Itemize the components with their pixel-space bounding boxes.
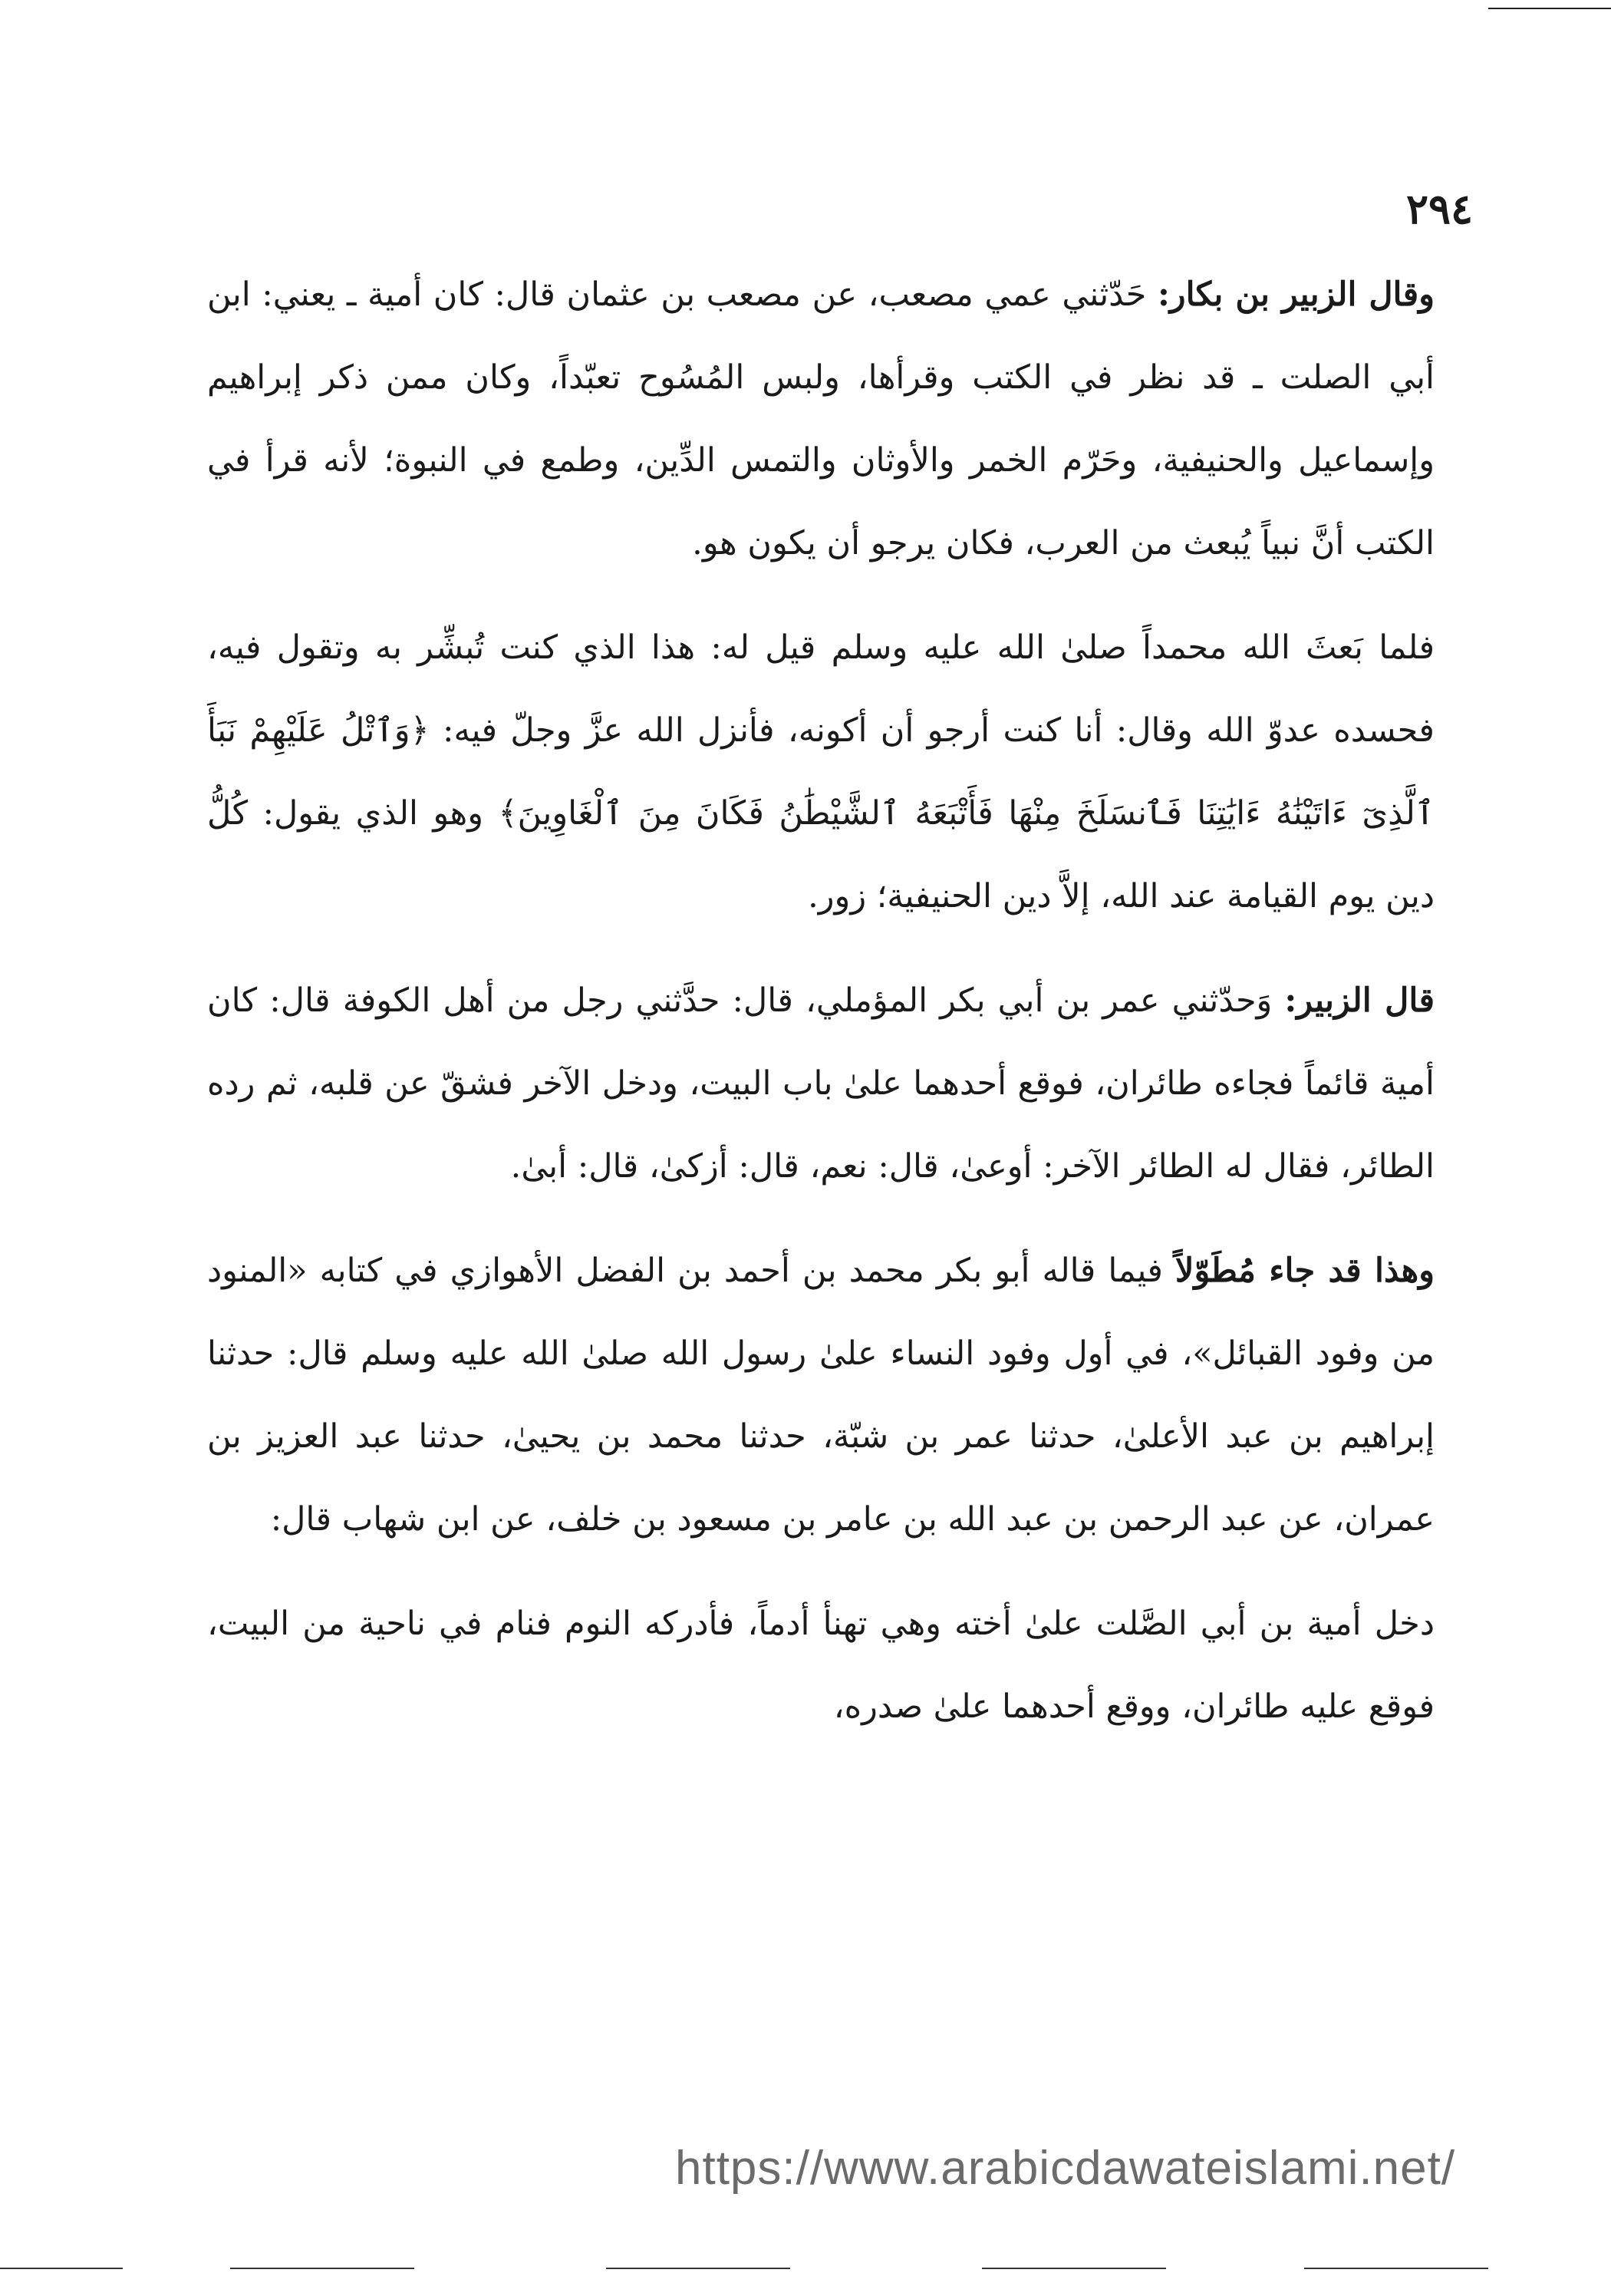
paragraph-text: دخل أمية بن أبي الصَّلت علىٰ أخته وهي تهنأ أدماً، فأدركه النوم فنام في ناحية من البيت، فوقع عليه طائران، ووقع أحدهما علىٰ صدره،	[207, 1605, 1435, 1726]
footer-rule	[982, 2268, 1166, 2269]
paragraph-1	[207, 253, 1435, 585]
footer-rule	[0, 2268, 123, 2269]
paragraph-lead: قال الزبير:	[1284, 981, 1435, 1020]
paragraph-3	[207, 959, 1435, 1208]
footer-rule	[1304, 2268, 1488, 2269]
paragraph-2	[207, 606, 1435, 938]
body-text	[207, 253, 1435, 1770]
paragraph-text: وَحدّثني عمر بن أبي بكر المؤملي، قال: حدَّثني رجل من أهل الكوفة قال: كان أمية قائماً فجاءه طائران، فوقع أحدهما علىٰ باب البيت، ودخل الآخر فشقّ عن قلبه، ثم رده الطائر، فقال له الطائر الآخر: أوعىٰ، قال: نعم، قال: أزكىٰ، قال: أبىٰ.	[207, 981, 1435, 1186]
footer-rules	[0, 2268, 1611, 2272]
watermark-url: https://www.arabicdawateislami.net/	[675, 2142, 1456, 2195]
paragraph-4	[207, 1229, 1435, 1561]
paragraph-5	[207, 1582, 1435, 1748]
header-rule	[1488, 8, 1611, 9]
footer-rule	[230, 2268, 414, 2269]
paragraph-lead: وقال الزبير بن بكار:	[1157, 275, 1435, 314]
paragraph-text: فيما قاله أبو بكر محمد بن أحمد بن الفضل الأهوازي في كتابه «المنود من وفود القبائل»، في أول وفود النساء علىٰ رسول الله صلىٰ الله عليه وسلم قال: حدثنا إبراهيم بن عبد الأعلىٰ، حدثنا عمر بن شبّة، حدثنا محمد بن يحيىٰ، حدثنا عبد العزيز بن عمران، عن عبد الرحمن بن عبد الله بن عامر بن مسعود بن خلف، عن ابن شهاب قال:	[207, 1252, 1435, 1539]
paragraph-text: فلما بَعثَ الله محمداً صلىٰ الله عليه وسلم قيل له: هذا الذي كنت تُبشِّر به وتقول فيه، فحسده عدوّ الله وقال: أنا كنت أرجو أن أكونه، فأنزل الله عزَّ وجلّ فيه: ﴿وَٱتْلُ عَلَيْهِمْ نَبَأَ ٱلَّذِىٓ ءَاتَيْنَٰهُ ءَايَٰتِنَا فَٱنسَلَخَ مِنْهَا فَأَتْبَعَهُ ٱلشَّيْطَٰنُ فَكَانَ مِنَ ٱلْغَاوِينَ﴾ وهو الذي يقول: كُلُّ دين يوم القيامة عند الله، إلاَّ دين الحنيفية؛ زور.	[207, 628, 1435, 915]
paragraph-text: حَدّثني عمي مصعب، عن مصعب بن عثمان قال: كان أمية ـ يعني: ابن أبي الصلت ـ قد نظر في الكتب وقرأها، ولبس المُسُوح تعبّداً، وكان ممن ذكر إبراهيم وإسماعيل والحنيفية، وحَرّم الخمر والأوثان والتمس الدِّين، وطمع في النبوة؛ لأنه قرأ في الكتب أنَّ نبياً يُبعث من العرب، فكان يرجو أن يكون هو.	[207, 275, 1435, 562]
page-number: ٢٩٤	[1405, 184, 1473, 233]
footer-rule	[606, 2268, 790, 2269]
paragraph-lead: وهذا قد جاء مُطَوّلاً	[1174, 1252, 1435, 1290]
